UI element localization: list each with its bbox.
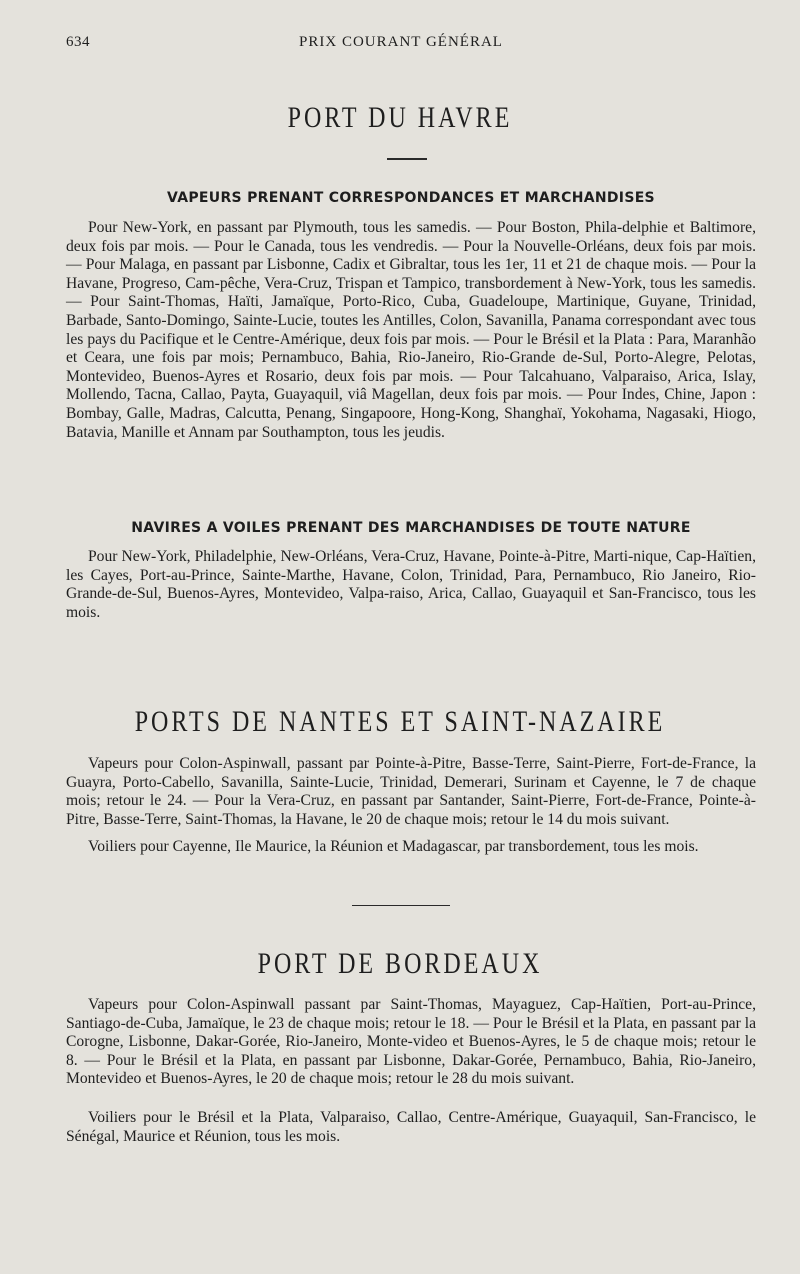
section-title-havre: PORT DU HAVRE: [287, 102, 513, 135]
paragraph-havre-vapeurs: Pour New-York, en passant par Plymouth, tous les samedis. — Pour Boston, Phila-delphie et Baltimore, deux fois par mois. — Pour le Canada, tous les vendredis. — Pour la Nouvelle-Orléans, deux fois par mois. — Pour Malaga, en passant par Lisbonne, Cadix et Gibraltar, tous les 1er, 11 et 21 de chaque mois. — Pour la Havane, Progreso, Cam-pêche, Vera-Cruz, Trispan et Tampico, transbordement à New-York, tous les samedis.— Pour Saint-Thomas, Haïti, Jamaïque, Porto-Rico, Cuba, Guadeloupe, Martinique, Guyane, Trinidad, Barbade, Santo-Domingo, Sainte-Lucie, toutes les Antilles, Colon, Savanilla, Panama correspondant avec tous les pays du Pacifique et le Centre-Amérique, deux fois par mois. — Pour le Brésil et la Plata : Para, Maranhão et Ceara, une fois par mois; Pernambuco, Bahia, Rio-Janeiro, Rio-Grande de-Sul, Porto-Alegre, Pelotas, Montevideo, Buenos-Ayres et Rosario, deux fois par mois. — Pour Talcahuano, Valparaiso, Arica, Islay, Mollendo, Tacna, Callao, Payta, Guayaquil, viâ Magellan, deux fois par mois. — Pour Indes, Chine, Japon : Bombay, Galle, Madras, Calcutta, Penang, Singapoore, Hong-Kong, Shanghaï, Yokohama, Nagasaki, Hiogo, Batavia, Manille et Annam par Southampton, tous les jeudis.: [66, 219, 756, 441]
page-header: [66, 34, 736, 56]
section-title-nantes: PORTS DE NANTES ET SAINT-NAZAIRE: [134, 706, 666, 739]
paragraph-nantes-voiliers: Voiliers pour Cayenne, Ile Maurice, la Réunion et Madagascar, par transbordement, tous les mois.: [88, 838, 699, 855]
paragraph-bordeaux-voiliers: Voiliers pour le Brésil et la Plata, Valparaiso, Callao, Centre-Amérique, Guayaquil, San-Francisco, le Sénégal, Maurice et Réunion, tous les mois.: [66, 1109, 756, 1145]
page-number: 634: [66, 34, 90, 50]
section-title-bordeaux: PORT DE BORDEAUX: [257, 948, 543, 981]
title-divider: [387, 158, 427, 160]
paragraph-bordeaux-vapeurs: Vapeurs pour Colon-Aspinwall passant par Saint-Thomas, Mayaguez, Cap-Haïtien, Port-au-Prince, Santiago-de-Cuba, Jamaïque, le 23 de chaque mois; retour le 18. — Pour le Brésil et la Plata, en passant par la Corogne, Lisbonne, Dakar-Gorée, Rio-Janeiro, Monte-video et Buenos-Ayres, le 5 de chaque mois; retour le 8. — Pour le Brésil et la Plata, en passant par Lisbonne, Dakar-Gorée, Pernambuco, Bahia, Rio-Janeiro, Montevideo et Buenos-Ayres, le 20 de chaque mois; retour le 28 du mois suivant.: [66, 996, 756, 1088]
running-title: PRIX COURANT GÉNÉRAL: [299, 34, 503, 50]
paragraph-havre-voiles: Pour New-York, Philadelphie, New-Orléans, Vera-Cruz, Havane, Pointe-à-Pitre, Marti-nique, Cap-Haïtien, les Cayes, Port-au-Prince, Sainte-Marthe, Havane, Colon, Trinidad, Para, Pernambuco, Rio Janeiro, Rio-Grande-de-Sul, Buenos-Ayres, Montevideo, Valpa-raiso, Arica, Callao, Guayaquil et San-Francisco, tous les mois.: [66, 548, 756, 621]
paragraph-nantes-vapeurs: Vapeurs pour Colon-Aspinwall, passant par Pointe-à-Pitre, Basse-Terre, Saint-Pierre, Fort-de-France, la Guayra, Porto-Cabello, Savanilla, Sainte-Lucie, Trinidad, Demerari, Surinam et Cayenne, le 7 de chaque mois; retour le 24. — Pour la Vera-Cruz, en passant par Santander, Saint-Pierre, Fort-de-France, Pointe-à-Pitre, Basse-Terre, Saint-Thomas, la Havane, le 20 de chaque mois; retour le 14 du mois suivant.: [66, 755, 756, 828]
subsection-heading-vapeurs: VAPEURS PRENANT CORRESPONDANCES ET MARCHANDISES: [167, 190, 655, 206]
subsection-heading-voiles: NAVIRES A VOILES PRENANT DES MARCHANDISES DE TOUTE NATURE: [131, 520, 691, 536]
section-divider: [352, 905, 450, 906]
